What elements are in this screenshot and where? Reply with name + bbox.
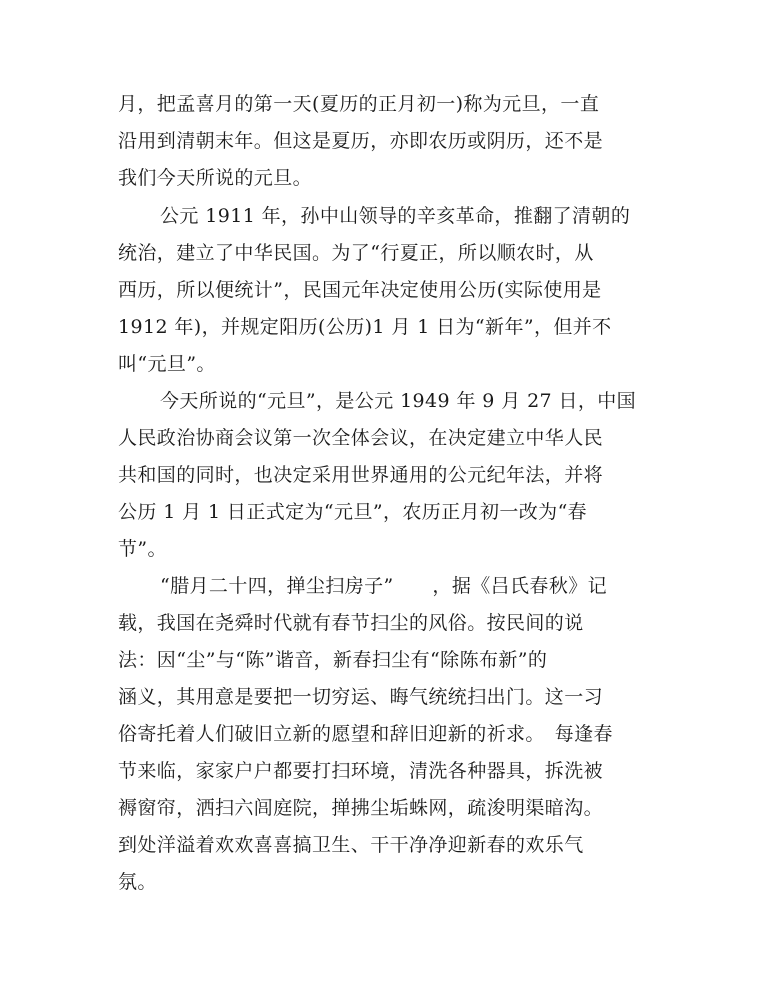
text-line: 公历 1 月 1 日正式定为“元旦”，农历正月初一改为“春: [118, 501, 588, 523]
text-line: 西历，所以便统计”，民国元年决定使用公历(实际使用是: [118, 279, 602, 301]
text-line: 节来临，家家户户都要打扫环境，清洗各种器具，拆洗被: [118, 760, 604, 782]
text-line: 我们今天所说的元旦。: [118, 167, 313, 189]
text-line: 月，把孟喜月的第一天(夏历的正月初一)称为元旦，一直: [118, 93, 600, 115]
text-line: 法：因“尘”与“陈”谐音，新春扫尘有“除陈布新”的: [118, 649, 548, 671]
text-line: 载，我国在尧舜时代就有春节扫尘的风俗。按民间的说: [118, 612, 584, 634]
paragraph-first-line: 公元 1911 年，孙中山领导的辛亥革命，推翻了清朝的: [160, 205, 631, 227]
text-line: 褥窗帘，洒扫六闾庭院，掸拂尘垢蛛网，疏浚明渠暗沟。: [118, 797, 604, 819]
text-line: 氛。: [118, 871, 157, 893]
text-line: 涵义，其用意是要把一切穷运、晦气统统扫出门。这一习: [118, 686, 604, 708]
text-line: 1912 年)，并规定阳历(公历)1 月 1 日为“新年”，但并不: [118, 316, 612, 338]
text-line: 叫“元旦”。: [118, 353, 216, 375]
text-line: 人民政治协商会议第一次全体会议，在决定建立中华人民: [118, 427, 604, 449]
paragraph-first-line: 今天所说的“元旦”，是公元 1949 年 9 月 27 日，中国: [160, 390, 637, 412]
paragraph-first-line: “腊月二十四，掸尘扫房子” ，据《吕氏春秋》记: [160, 575, 608, 597]
text-line: 俗寄托着人们破旧立新的愿望和辞旧迎新的祈求。 每逢春: [118, 723, 613, 745]
text-line: 节”。: [118, 538, 167, 560]
text-line: 共和国的同时，也决定采用世界通用的公元纪年法，并将: [118, 464, 604, 486]
text-line: 沿用到清朝末年。但这是夏历，亦即农历或阴历，还不是: [118, 130, 604, 152]
text-line: 统治，建立了中华民国。为了“行夏正，所以顺农时，从: [118, 242, 594, 264]
text-line: 到处洋溢着欢欢喜喜搞卫生、干干净净迎新春的欢乐气: [118, 834, 584, 856]
